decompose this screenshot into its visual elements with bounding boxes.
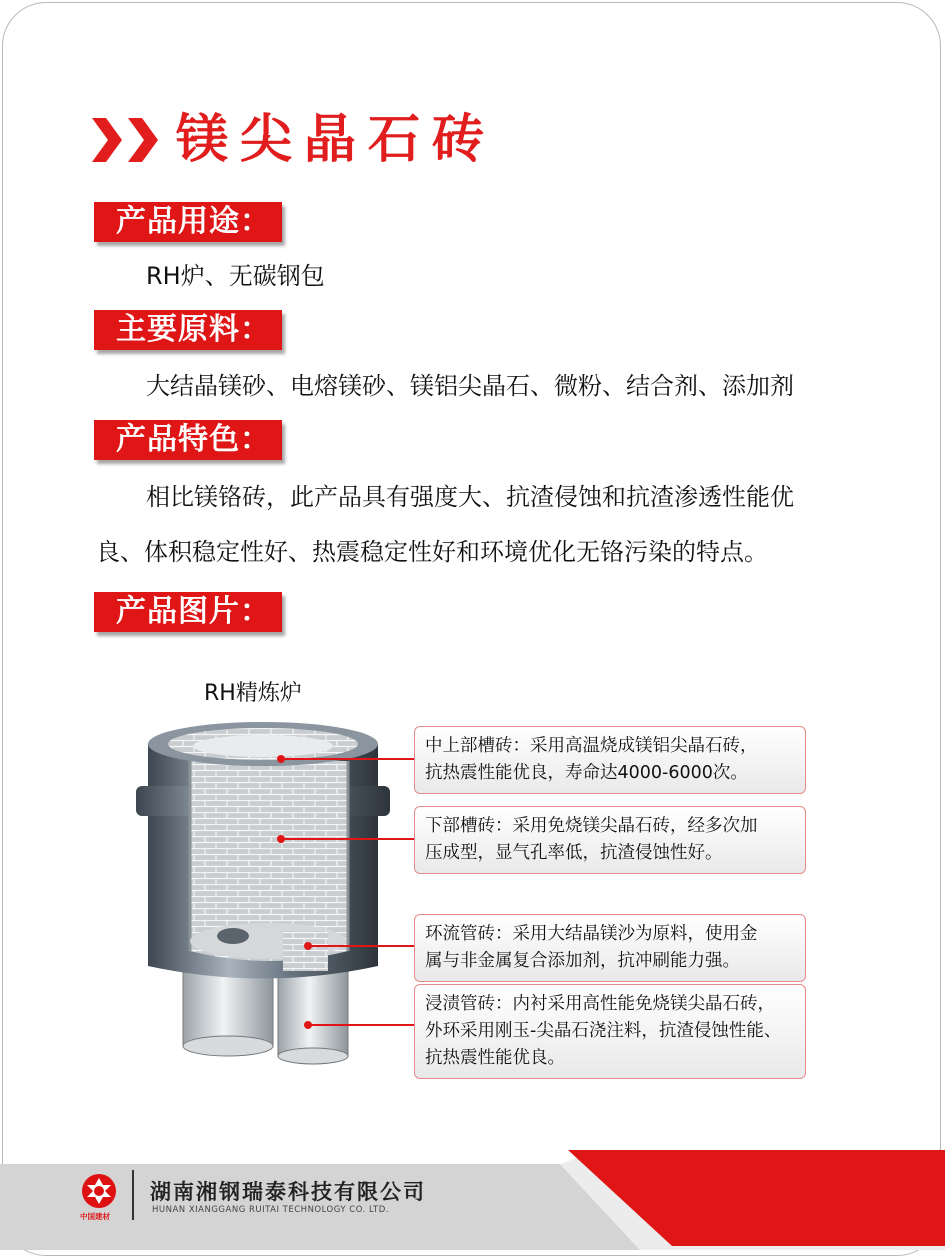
company-name: 湖南湘钢瑞泰科技有限公司 bbox=[150, 1180, 426, 1204]
leader-line bbox=[310, 1024, 414, 1026]
leader-line bbox=[282, 838, 414, 840]
section-label-materials: 主要原料： bbox=[94, 310, 284, 354]
features-text-line1: 相比镁铬砖，此产品具有强度大、抗渣侵蚀和抗渣渗透性能优 bbox=[146, 483, 794, 511]
company-name-en: HUNAN XIANGGANG RUITAI TECHNOLOGY CO. LTD. bbox=[152, 1205, 389, 1215]
diagram-title: RH精炼炉 bbox=[204, 681, 302, 706]
usage-text: RH炉、无碳钢包 bbox=[146, 262, 325, 290]
logo-caption: 中国建材 bbox=[80, 1212, 110, 1221]
footer-divider bbox=[132, 1170, 134, 1220]
features-text-line2: 良、体积稳定性好、热震稳定性好和环境优化无铬污染的特点。 bbox=[96, 538, 768, 566]
leader-dot bbox=[277, 755, 285, 763]
double-chevron-icon bbox=[92, 118, 158, 162]
leader-dot bbox=[304, 1021, 312, 1029]
company-logo-icon bbox=[80, 1172, 118, 1210]
section-label-pictures: 产品图片： bbox=[94, 592, 284, 636]
callout-circulation-tube-brick: 环流管砖：采用大结晶镁沙为原料，使用金 属与非金属复合添加剂，抗冲刷能力强。 bbox=[414, 914, 806, 982]
page-title bbox=[92, 108, 496, 172]
title-text: 镁尖晶石砖 bbox=[176, 110, 497, 170]
section-label-usage: 产品用途： bbox=[94, 202, 284, 246]
callout-lower-snorkel-brick: 下部槽砖：采用免烧镁尖晶石砖，经多次加 压成型，显气孔率低，抗渣侵蚀性好。 bbox=[414, 806, 806, 874]
footer-band bbox=[0, 1150, 945, 1260]
leader-dot bbox=[277, 835, 285, 843]
leader-line bbox=[310, 945, 414, 947]
leader-dot bbox=[304, 942, 312, 950]
section-label-features: 产品特色： bbox=[94, 420, 284, 464]
callout-immersion-tube-brick: 浸渍管砖：内衬采用高性能免烧镁尖晶石砖， 外环采用刚玉-尖晶石浇注料，抗渣侵蚀性能、 抗热震性能优良。 bbox=[414, 984, 806, 1079]
materials-text: 大结晶镁砂、电熔镁砂、镁铝尖晶石、微粉、结合剂、添加剂 bbox=[146, 372, 794, 400]
leader-line bbox=[282, 758, 414, 760]
rh-furnace-illustration bbox=[128, 716, 408, 1066]
callout-upper-snorkel-brick: 中上部槽砖：采用高温烧成镁铝尖晶石砖， 抗热震性能优良，寿命达4000-6000次。 bbox=[414, 726, 806, 794]
